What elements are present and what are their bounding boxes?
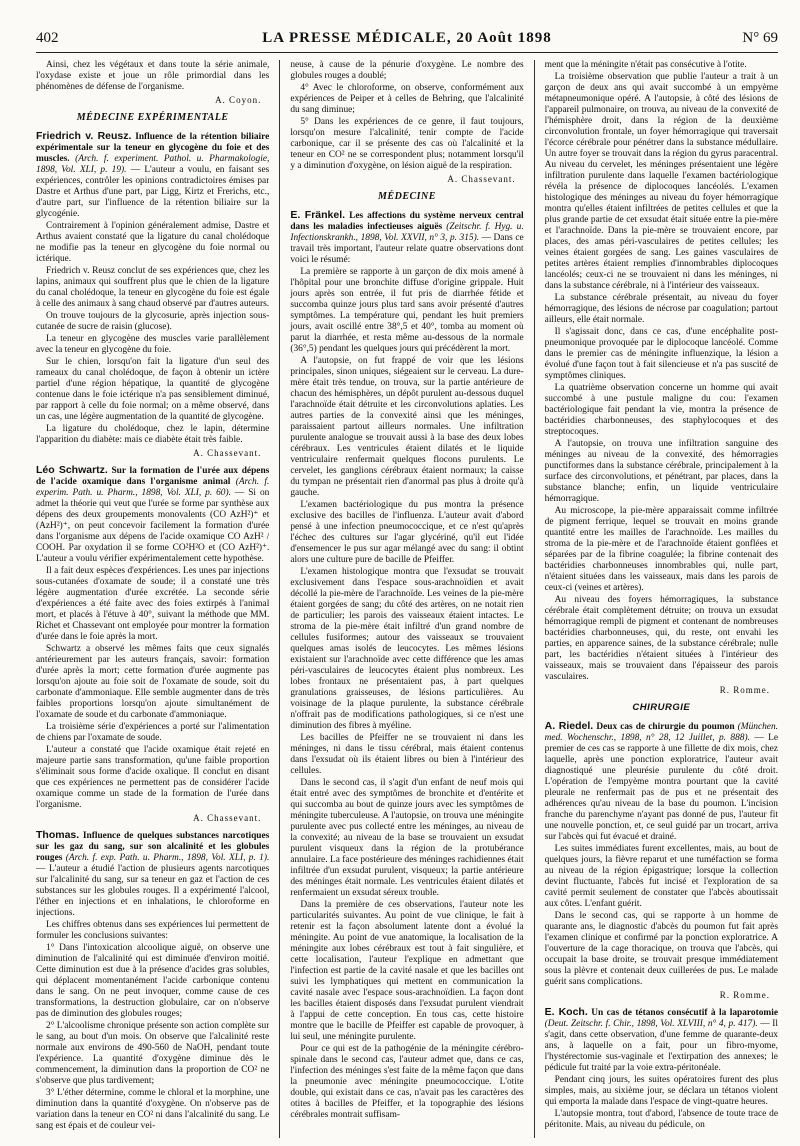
- article-text: — Le premier de ces cas se rapporte à une fillette de dix mois, chez laquelle, après une ponction exploratrice, l'auteur avait diagnostiqué une pleurésie purulente du côté droit. L'opération de l'empyème montra pourtant que la cavité pleurale ne renfermait pas de pus et ne présentait des adhérences qu'au niveau de la base du poumon. L'incision franche du parenchyme n'ayant pas donné de pus, l'auteur fit une nouvelle ponction, et, ce seul guidé par un trocart, arriva sur l'abcès qui fut évacué et drainé.: [544, 733, 778, 842]
- article-reference: (Arch. f. exp. Path. u. Pharm., 1898, Vol. XLI, p. 1).: [65, 853, 270, 863]
- paragraph: Pendant cinq jours, les suites opératoires furent des plus simples, mais, au sixième jour, se déclara un tétanos violent qui emporta la malade dans l'espace de vingt-quatre heures.: [544, 1075, 778, 1107]
- column-1: [36, 60, 269, 1138]
- page-number: 402: [36, 29, 59, 46]
- article-reference: (Arch. f. experiment. Pathol. u. Pharmakologie, 1898, Vol. XLI, p. 19).: [36, 154, 270, 175]
- paragraph: L'auteur a constaté que l'acide oxamique était rejeté en majeure partie sans transformation, qu'une faible proportion s'éliminait sous forme d'acide oxalique. Il conclut en disant que ces expériences ne permettent pas de considérer l'acide oxamique comme un stade de la formation de l'urée dans l'organisme.: [36, 745, 270, 810]
- paragraph: On trouve toujours de la glycosurie, après injection sous-cutanée de sucre de raisin (glucose).: [36, 311, 270, 332]
- article-title: Influence de la rétention biliaire expérimentale sur la teneur en glycogène du foie et des muscles.: [36, 132, 270, 164]
- paragraph: L'autopsie montra, tout d'abord, l'absence de toute trace de péritonite. Mais, au niveau du pédicule, on: [544, 1109, 778, 1130]
- article-heading: [545, 1007, 778, 1074]
- signature: A. Coyon.: [215, 95, 262, 105]
- paragraph: 2° L'alcoolisme chronique présente son action complète sur le sang, au bout d'un mois. On observe que l'alcalinité reste normale aux environs de 490-560 de NaOH, pendant toute l'expérience. La quantité d'oxygène diminue dès le commencement, la diminution dans la proportion de CO² ne s'observe que plus tardivement;: [36, 1021, 270, 1086]
- paragraph: Friedrich v. Reusz conclut de ses expériences que, chez les lapins, animaux qui souffrent plus que le chien de la ligature du canal cholédoque, la teneur en glycogène du foie est égale à celle des animaux à sang chaud observé par d'autres auteurs.: [36, 266, 270, 309]
- article-heading: [36, 465, 269, 565]
- article-author: Friedrich v. Reusz.: [36, 130, 132, 142]
- text-columns: [36, 60, 778, 1138]
- paragraph: Sur le chien, lorsqu'on fait la ligature d'un seul des rameaux du canal cholédoque, de façon à obtenir un ictère partiel d'une région hépatique, la quantité de glycogène contenue dans le foie ictérique n'a pas sensiblement diminué, par rapport à celle du foie normal; on a même observé, dans un cas, une légère augmentation de la quantité de glycogène.: [36, 357, 270, 422]
- paragraph: La ligature du cholédoque, chez le lapin, détermine l'apparition du diabète: mais ce diabète était très faible.: [36, 424, 270, 445]
- journal-date: LA PRESSE MÉDICALE, 20 Août 1898: [262, 29, 552, 46]
- article-reference: (Zeitschr. f. Hyg. u. Infectionskrankh., 1898, Vol. XXVII, n° 3, p. 315).: [290, 222, 524, 243]
- paragraph: La troisième observation que publie l'auteur a trait à un garçon de deux ans qui avait succombé à un empyème métapneumonique opéré. A l'autopsie, à côté des lésions de l'appareil pulmonaire, on trouva, au niveau de la convexité de l'hémisphère droit, dans la région de la deuxième circonvolution frontale, un foyer hémorragique qui traversait l'écorce cérébrale pour pénétrer dans la substance médullaire. Un autre foyer se trouvait dans la région du gyrus paracentral. Au niveau du cervelet, les méninges présentaient une légère infiltration purulente dans laquelle l'examen bactériologique révéla la présence de diplocoques lancéolés. L'examen histologique des méninges au niveau du foyer hémorragique montra qu'elles étaient infiltrées de petites cellules et que la plus grande partie de cet exsudat était située entre la pie-mère et l'arachnoïde. Dans la pie-mère se trouvaient encore, par places, des amas péri-vasculaires de petites cellules; les veines étaient gorgées de sang. Les gaines vasculaires de petites artères étaient remplies d'innombrables diplocoques lancéolés; ceux-ci ne se trouvaient ni dans les méninges, ni dans la substance cérébrale, ni à l'intérieur des vaisseaux.: [544, 72, 778, 291]
- article-title: Sur la formation de l'urée aux dépens de l'acide oxamique dans l'organisme animal: [36, 466, 270, 487]
- paragraph: Dans le second cas, il s'agit d'un enfant de neuf mois qui était entré avec des symptômes de bronchite et d'entérite et qui succomba au bout de quinze jours avec les symptômes de méningite tuberculeuse. A l'autopsie, on trouva une méningite purulente avec pus collecté entre les méninges, au niveau de la convexité; au niveau de la base se trouvaient un exsudat purulent visqueux dans la région de la protubérance annulaire. La face postérieure des méninges rachidiennes était infiltrée d'un exsudat purulent, visqueux; la partie antérieure des méninges était normale. Les ventricules étaient dilatés et renfermaient un exsudat séreux trouble.: [290, 778, 524, 898]
- article-text: — Si on admet la théorie qui veut que l'urée se forme par synthèse aux dépens des deux groupements monovalents (CO AzH²)⁺ et (AzH²)⁺, on peut concevoir facilement la formation d'urée dans l'organisme aux dépens de l'acide oxamique CO AzH² / COOH. Par oxydation il se forme CO²H²O et (CO AzH²)⁺. L'auteur a voulu vérifier expérimentalement cette hypothèse.: [36, 488, 270, 564]
- paragraph: Au niveau des foyers hémorragiques, la substance cérébrale était complètement détruite; on trouva un exsudat hémorragique rempli de pigment et contenant de nombreuses bactéridies charbonneuses, qui, du reste, ont envahi les parties, en apparence saines, de la substance cérébrale; nulle part, les bactéridies n'étaient situées à l'intérieur des vaisseaux, mais se trouvaient dans l'épaisseur des parois vasculaires.: [544, 595, 778, 682]
- paragraph: A l'autopsie, on fut frappé de voir que les lésions principales, sinon uniques, siégeaient sur le cerveau. La dure-mère était très tendue, on trouva, sur la partie antérieure de chacun des hémisphères, un dépôt purulent au-dessous duquel l'arachnoïde était détruite et les circonvolutions aplaties. Les autres parties de la convexité ainsi que les méninges, paraissaient partout ailleurs normales. Une infiltration purulente analogue se trouvait aussi à la base des deux lobes cérébraux. Les ventricules étaient dilatés et le liquide ventriculaire renfermait quelques flocons purulents. Le cervelet, les ganglions cérébraux étaient normaux; la caisse du tympan ne présentait rien d'anormal pas plus à droite qu'à gauche.: [290, 356, 524, 498]
- paragraph: 4° Avec le chloroforme, on observe, conformément aux expériences de Peiper et à celles de Behring, que l'alcalinité du sang diminue;: [290, 83, 524, 115]
- paragraph: Il a fait deux espèces d'expériences. Les unes par injections sous-cutanées d'oxamate de soude; il a constaté une très légère augmentation d'urée excrétée. La seconde série d'expériences a été faite avec des foies extirpés à l'animal mort, et placés à l'étuve à 40°, suivant la méthode que MM. Richet et Chassevant ont employée pour montrer la formation d'urée dans le foie après la mort.: [36, 566, 270, 642]
- signature: R. Romme.: [719, 685, 770, 695]
- article-text: — L'auteur a voulu, en faisant ses expériences, contrôler les opinions contradictoires émises par Dastre et Arthus d'une part, par Ligg, Kirtz et Frerichs, etc., d'autre part, sur l'influence de la rétention biliaire sur la glycogénie.: [36, 165, 270, 219]
- issue-number: N° 69: [742, 29, 778, 46]
- column-divider: [534, 60, 535, 1138]
- paragraph: Il s'agissait donc, dans ce cas, d'une encéphalite post-pneumonique provoquée par le diplocoque lancéolé. Comme dans le premier cas de méningite influenzique, la lésion a évolué d'une façon tout à fait silencieuse et n'a pas suscité de symptômes cliniques.: [544, 327, 778, 381]
- section-title: MÉDECINE: [378, 191, 436, 202]
- article-text: — Il s'agit, dans cette observation, d'une femme de quarante-deux ans, à laquelle on a fait, pour un fibro-myome, l'hystérectomie sus-vaginale et l'extirpation des annexes; le pédicule fut traité par la voie extra-péritonéale.: [544, 1019, 778, 1073]
- article-reference: (Deut. Zeitschr. f. Chir., 1898, Vol. XLVIII, n° 4, p. 417).: [544, 1019, 758, 1029]
- paragraph: 1° Dans l'intoxication alcoolique aiguë, on observe une diminution de l'alcalinité qui est diminuée d'environ moitié. Cette diminution est due à la présence d'acides gras solubles, qui déplacent momentanément l'acide carbonique contenu dans le sang. On ne peut invoquer, comme cause de ces transformations, la destruction globulaire, car on n'observe pas de diminution des globules rouges;: [36, 943, 270, 1019]
- signature: A. Chassevant.: [447, 174, 516, 184]
- paragraph: La substance cérébrale présentait, au niveau du foyer hémorragique, des lésions de nécrose par coagulation; partout ailleurs, elle était normale.: [544, 293, 778, 325]
- paragraph: Au microscope, la pie-mère apparaissait comme infiltrée de pigment ferrique, lequel se trouvait en moins grande quantité entre les mailles de l'arachnoïde. Les mailles du stroma de la pie-mère et de l'arachnoïde étaient gonflées et séparées par de la fibrine coagulée; la fibrine contenait des bactéridies charbonneuses innombrables qui, nulle part, n'étaient situées dans les vaisseaux, mais dans les parois de ceux-ci (veines et artères).: [544, 506, 778, 593]
- signature: R. Romme.: [719, 990, 770, 1000]
- article-title: Un cas de tétanos consécutif à la laparotomie: [591, 1008, 778, 1018]
- paragraph: L'examen bactériologique du pus montra la présence exclusive des bacilles de l'influenza. L'auteur avait d'abord pensé à une infection pneumococcique, et ce n'est qu'après l'échec des cultures sur l'agar glycériné, qu'il eut l'idée d'ensemencer le pus sur agar mélangé avec du sang: il obtint alors une culture pure de bacille de Pfeiffer.: [290, 500, 524, 565]
- article-author: Thomas.: [36, 829, 80, 841]
- paragraph: 5° Dans les expériences de ce genre, il faut toujours, lorsqu'on mesure l'alcalinité, tenir compte de l'acide carbonique, car il se présente des cas où l'alcalinité et la teneur en CO² ne se correspondent plus; notamment lorsqu'il y a diminution d'oxygène, on lésion aiguë de la respiration.: [290, 117, 524, 171]
- paragraph: Les suites immédiates furent excellentes, mais, au bout de quelques jours, la fièvre reparut et une tuméfaction se forma au niveau de la région épigastrique; lorsque la collection devint fluctuante, l'abcès fut incisé et l'exploration de sa cavité permit seulement de constater que l'abcès aboutissait aux côtes. L'enfant guérit.: [544, 844, 778, 909]
- signature: A. Chassevant.: [193, 813, 262, 823]
- article-text: — Dans ce travail très important, l'auteur relate quatre observations dont voici le résumé:: [290, 233, 524, 265]
- column-divider: [279, 60, 280, 1138]
- paragraph: L'examen histologique montra que l'exsudat se trouvait exclusivement dans l'espace sous-arachnoïdien et avait décollé la pie-mère de l'arachnoïde. Les veines de la pie-mère étaient gorgées de sang; du côté des artères, on ne notait rien de particulier; les parois des vaisseaux étaient intactes. Le stroma de la pie-mère était infiltré d'un grand nombre de cellules fusiformes; autour des vaisseaux se trouvaient quelques amas isolés de leucocytes. Les mêmes lésions existaient sur l'arachnoïde avec cette différence que les amas péri-vasculaires de leucocytes étaient plus nombreux. Les lobes frontaux ne présentaient pas, à part quelques granulations graisseuses, de lésions particulières. Au voisinage de la plaque purulente, la substance cérébrale n'offrait pas de modifications pathologiques, si ce n'est une diminution des fibres à myéline.: [290, 567, 524, 731]
- paragraph: Schwartz a observé les mêmes faits que ceux signalés antérieurement par les auteurs français, savoir: formation d'urée après la mort; cette formation d'urée augmente pas lorsqu'on ajoute au foie soit de l'oxamate de soude, soit du carbonate d'ammoniaque. Elle semble augmenter dans de très faibles proportions lorsqu'on ajoute simultanément de l'oxamate de soude et du carbonate d'ammoniaque.: [36, 644, 270, 720]
- section-title: MÉDECINE EXPÉRIMENTALE: [76, 112, 229, 123]
- section-title: CHIRURGIE: [632, 702, 691, 713]
- paragraph: Pour ce qui est de la pathogénie de la méningite cérébro-spinale dans le second cas, l'auteur admet que, dans ce cas, l'infection des méninges s'est faite de la même façon que dans la pneumonie avec méningite pneumococcique. L'otite double, qui existait dans ce cas, n'avait pas les caractères des otites à bacilles de Pfeiffer, et la topographie des lésions cérébrales montrait suffisam-: [290, 1044, 524, 1120]
- article-author: E. Koch.: [544, 1006, 588, 1018]
- article-heading: [36, 131, 269, 220]
- article-title: Influence de quelques substances narcotiques sur les gaz du sang, sur son alcalinité et les globules rouges: [36, 831, 270, 863]
- article-reference: (Arch. f. experim. Path. u. Pharm., 1898, Vol. XLI, p. 60).: [36, 477, 270, 498]
- signature: A. Chassevant.: [193, 448, 262, 458]
- article-author: A. Riedel.: [544, 720, 594, 732]
- paragraph: Ainsi, chez les végétaux et dans toute la série animale, l'oxydase existe et joue un rôle primordial dans les phénomènes de défense de l'organisme.: [36, 60, 270, 92]
- article-heading: [545, 721, 778, 843]
- paragraph: 3° L'éther détermine, comme le chloral et la morphine, une diminution dans la quantité d'oxygène. On n'observe pas de variation dans la teneur en CO² ni dans l'alcalinité du sang. Le sang est épais et de couleur vei-: [36, 1088, 270, 1131]
- article-text: — L'auteur a étudié l'action de plusieurs agents narcotiques sur l'alcalinité du sang, sur sa teneur en gaz et l'action de ces substances sur les globules rouges. Il a expérimenté l'alcool, l'éther en injections et en inhalations, le chloroforme en injections.: [36, 864, 270, 918]
- paragraph: Dans le second cas, qui se rapporte à un homme de quarante ans, le diagnostic d'abcès du poumon fut fait après l'examen clinique et confirmé par la ponction exploratrice. A l'ouverture de la cage thoracique, on trouva que l'abcès, qui occupait la base droite, se trouvait presque immédiatement sous la plèvre et contenait deux cuillerées de pus. Le malade guérit sans complications.: [544, 911, 778, 987]
- paragraph: Les chiffres obtenus dans ses expériences lui permettent de formuler les conclusions suivantes:: [36, 920, 270, 941]
- article-reference: (München. med. Wochenschr., 1898, n° 28, 12 Juillet, p. 888).: [544, 722, 778, 743]
- paragraph: ment que la méningite n'était pas consécutive à l'otite.: [544, 60, 747, 70]
- paragraph: Les bacilles de Pfeiffer ne se trouvaient ni dans les méninges, ni dans le tissu cérébral, mais étaient contenus dans l'exsudat où ils étaient libres ou bien à l'intérieur des cellules.: [290, 733, 524, 776]
- paragraph: A l'autopsie, on trouva une infiltration sanguine des méninges au niveau de la convexité, des hémorragies punctiformes dans la substance cérébrale, principalement à la surface des circonvolutions, et pénétrant, par places, dans la substance blanche; enfin, un liquide ventriculaire hémorragique.: [544, 439, 778, 504]
- article-author: Léo Schwartz.: [36, 464, 108, 476]
- article-title: Deux cas de chirurgie du poumon: [596, 722, 735, 732]
- paragraph: Contrairement à l'opinion généralement admise, Dastre et Arthus avaient constaté que la ligature du canal cholédoque ne modifie pas la teneur en glycogène du foie normal ou ictérique.: [36, 221, 270, 264]
- article-author: E. Fränkel.: [290, 209, 346, 221]
- page-header: [36, 24, 778, 53]
- paragraph: La quatrième observation concerne un homme qui avait succombé à une pustule maligne du cou: l'examen bactériologique fait pendant la vie, montra la présence de bactéridies charbonneuses, des staphylocoques et des streptocoques.: [544, 383, 778, 437]
- paragraph: neuse, à cause de la pénurie d'oxygène. Le nombre des globules rouges a doublé;: [290, 60, 524, 81]
- column-3: [545, 60, 778, 1138]
- paragraph: La première se rapporte à un garçon de dix mois amené à l'hôpital pour une bronchite diffuse d'origine grippale. Huit jours après son entrée, il fut pris de diarrhée fétide et succomba quinze jours plus tard sans avoir présenté d'autres symptômes. La température qui, pendant les huit premiers jours, avait oscillé entre 38°,5 et 40°, tomba au moment où parut la diarrhée, et resta même au-dessous de la normale (36°,5) pendant les quelques jours qui précédèrent la mort.: [290, 267, 524, 354]
- column-2: [290, 60, 523, 1138]
- article-heading: [290, 210, 523, 266]
- article-heading: [36, 830, 269, 919]
- paragraph: La teneur en glycogène des muscles varie parallèlement avec la teneur en glycogène du foie.: [36, 334, 270, 355]
- article-title: Les affections du système nerveux central dans les maladies infectieuses aiguës: [290, 211, 524, 232]
- paragraph: Dans la première de ces observations, l'auteur note les particularités suivantes. Au point de vue clinique, le fait à retenir est la façon absolument latente dont a évolué la méningite. Au point de vue anatomique, la localisation de la méningite aux lobes cérébraux est tout à fait singulière, et cette localisation, l'auteur l'explique en admettant que l'infection est partie de la cavité nasale et que les bacilles ont suivi les lymphatiques qui mettent en communication la cavité nasale avec l'espace sous-arachnoïdien. La façon dont les bacilles étaient disposés dans l'exsudat purulent viendrait à l'appui de cette conception. En tous cas, cette histoire montre que le bacille de Pfeiffer est capable de provoquer, à lui seul, une méningite purulente.: [290, 900, 524, 1042]
- paragraph: La troisième série d'expériences a porté sur l'alimentation de chiens par l'oxamate de soude.: [36, 722, 270, 743]
